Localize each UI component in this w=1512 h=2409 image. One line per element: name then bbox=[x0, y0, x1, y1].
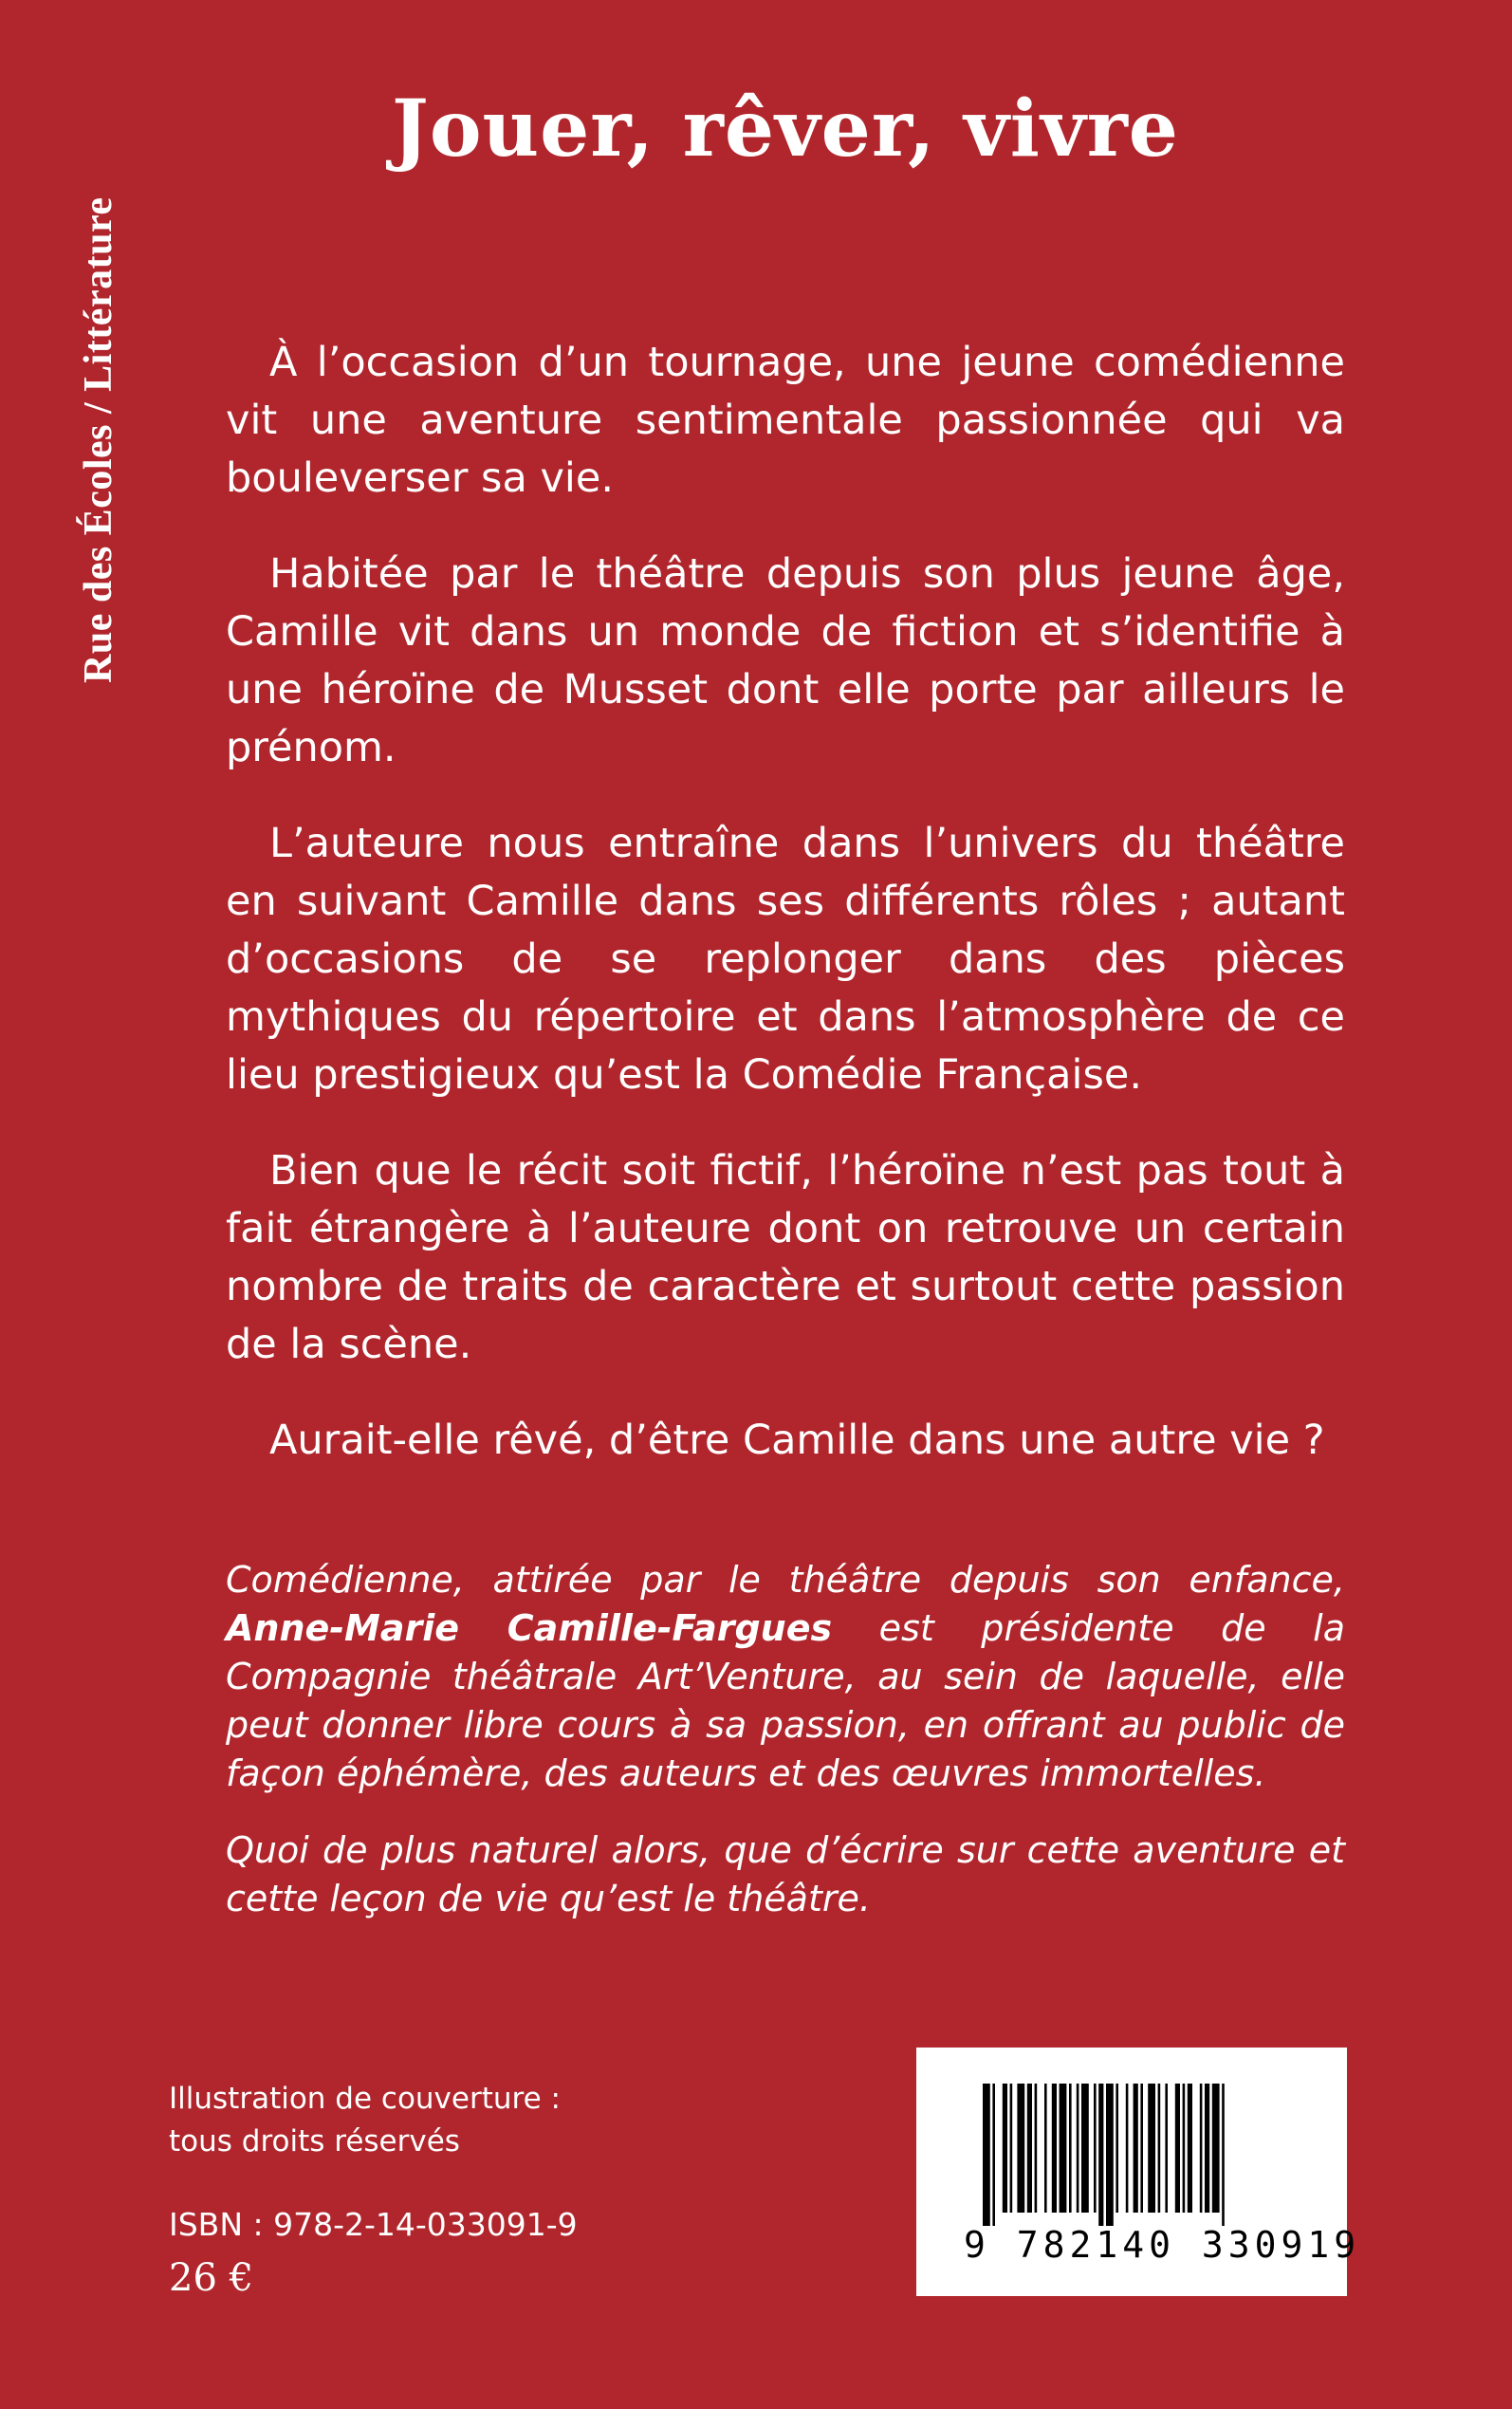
bio-intro: Comédienne, attirée par le théâtre depuis son enfance, bbox=[226, 1559, 1345, 1601]
barcode-bar bbox=[1158, 2084, 1161, 2213]
price: 26 € bbox=[169, 2256, 254, 2300]
barcode-bar bbox=[1165, 2084, 1168, 2213]
credits-line: Illustration de couverture : bbox=[169, 2082, 561, 2116]
bio-rest: est présidente de la Compagnie théâtrale Art’Venture, au sein de laquelle, elle peut donner libre cours à sa passion, en offrant au public de façon éphémère, des auteurs et des œuvres immortelles. bbox=[226, 1607, 1345, 1794]
barcode-bar bbox=[1035, 2084, 1038, 2213]
barcode-bar bbox=[1081, 2084, 1089, 2213]
synopsis-paragraph: Habitée par le théâtre depuis son plus jeune âge, Camille vit dans un monde de fiction et s’identifie à une héroïne de Musset dont elle porte par ailleurs le prénom. bbox=[226, 550, 1345, 771]
barcode-bar bbox=[1140, 2084, 1143, 2213]
barcode-bars bbox=[983, 2084, 1281, 2226]
barcode-bar bbox=[983, 2084, 990, 2226]
barcode-digits: 9 782140 330919 bbox=[964, 2224, 1361, 2266]
synopsis-paragraph: Bien que le récit soit fictif, l’héroïne n’est pas tout à fait étrangère à l’auteure dont on retrouve un certain nombre de traits de caractère et surtout cette passion de la scène. bbox=[226, 1147, 1345, 1368]
barcode-bar bbox=[1098, 2084, 1103, 2226]
barcode-bar bbox=[1027, 2084, 1032, 2213]
barcode-bar bbox=[1200, 2084, 1203, 2213]
book-title: Jouer, rêver, vivre bbox=[392, 83, 1179, 175]
barcode-bar bbox=[1069, 2084, 1072, 2213]
barcode-bar bbox=[1094, 2084, 1097, 2213]
spine-collection-label: Rue des Écoles / Littérature bbox=[77, 196, 120, 683]
barcode-bar bbox=[1188, 2084, 1192, 2213]
author-name: Anne-Marie Camille-Fargues bbox=[226, 1607, 833, 1649]
barcode-bar bbox=[1212, 2084, 1220, 2213]
barcode-bar bbox=[992, 2084, 995, 2226]
credits-line: tous droits réservés bbox=[169, 2124, 460, 2159]
barcode-bar bbox=[1106, 2084, 1114, 2226]
synopsis-paragraph: L’auteure nous entraîne dans l’univers du théâtre en suivant Camille dans ses différents rôles ; autant d’occasions de se replonger dans des pièces mythiques du répertoire et dans l’atmosphère de ce lieu prestigieux qu’est la Comédie Française. bbox=[226, 820, 1345, 1099]
barcode-bar bbox=[1017, 2084, 1024, 2213]
author-bio bbox=[226, 1556, 1345, 1952]
barcode-bar bbox=[1060, 2084, 1067, 2213]
barcode-bar bbox=[1077, 2084, 1079, 2213]
barcode-bar bbox=[1044, 2084, 1047, 2213]
barcode-bar bbox=[1134, 2084, 1138, 2213]
isbn: ISBN : 978-2-14-033091-9 bbox=[169, 2206, 578, 2243]
barcode-bar bbox=[1116, 2084, 1118, 2213]
barcode-bar bbox=[1148, 2084, 1155, 2213]
barcode-bar bbox=[1052, 2084, 1057, 2213]
barcode-bar bbox=[1126, 2084, 1129, 2213]
barcode-bar bbox=[1183, 2084, 1186, 2213]
synopsis bbox=[226, 334, 1345, 1508]
cover-credits bbox=[169, 2078, 561, 2163]
barcode bbox=[916, 2048, 1361, 2296]
barcode-bar bbox=[1205, 2084, 1209, 2213]
synopsis-paragraph: À l’occasion d’un tournage, une jeune comédienne vit une aventure sentimentale passionnée qui va bouleverser sa vie. bbox=[226, 339, 1345, 502]
synopsis-paragraph: Aurait-elle rêvé, d’être Camille dans une autre vie ? bbox=[269, 1417, 1325, 1464]
barcode-bar bbox=[1175, 2084, 1180, 2213]
bio-paragraph bbox=[226, 1556, 1345, 1798]
bio-closing: Quoi de plus naturel alors, que d’écrire sur cette aventure et cette leçon de vie qu’est le théâtre. bbox=[226, 1829, 1345, 1919]
barcode-bar bbox=[1003, 2084, 1007, 2213]
barcode-bar bbox=[1222, 2084, 1225, 2226]
barcode-bar bbox=[1010, 2084, 1013, 2213]
